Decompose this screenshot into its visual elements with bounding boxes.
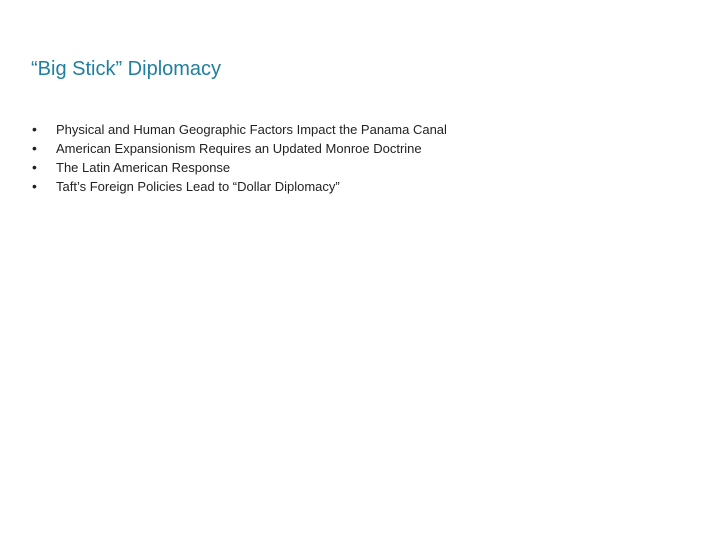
bullet-item xyxy=(32,158,447,177)
bullet-text: Taft’s Foreign Policies Lead to “Dollar Diplomacy” xyxy=(56,179,340,194)
bullet-text: The Latin American Response xyxy=(56,160,231,175)
bullet-dot-icon: • xyxy=(32,159,37,175)
bullet-item xyxy=(32,120,447,139)
bullet-text: American Expansionism Requires an Updated Monroe Doctrine xyxy=(56,141,422,156)
bullet-item xyxy=(32,139,447,158)
bullet-dot-icon: • xyxy=(32,178,37,194)
bullet-dot-icon: • xyxy=(32,140,37,156)
bullet-list xyxy=(32,120,447,196)
bullet-text: Physical and Human Geographic Factors Impact the Panama Canal xyxy=(56,122,447,137)
slide-title: “Big Stick” Diplomacy xyxy=(31,58,222,80)
bullet-item xyxy=(32,177,447,196)
bullet-dot-icon: • xyxy=(32,121,37,137)
